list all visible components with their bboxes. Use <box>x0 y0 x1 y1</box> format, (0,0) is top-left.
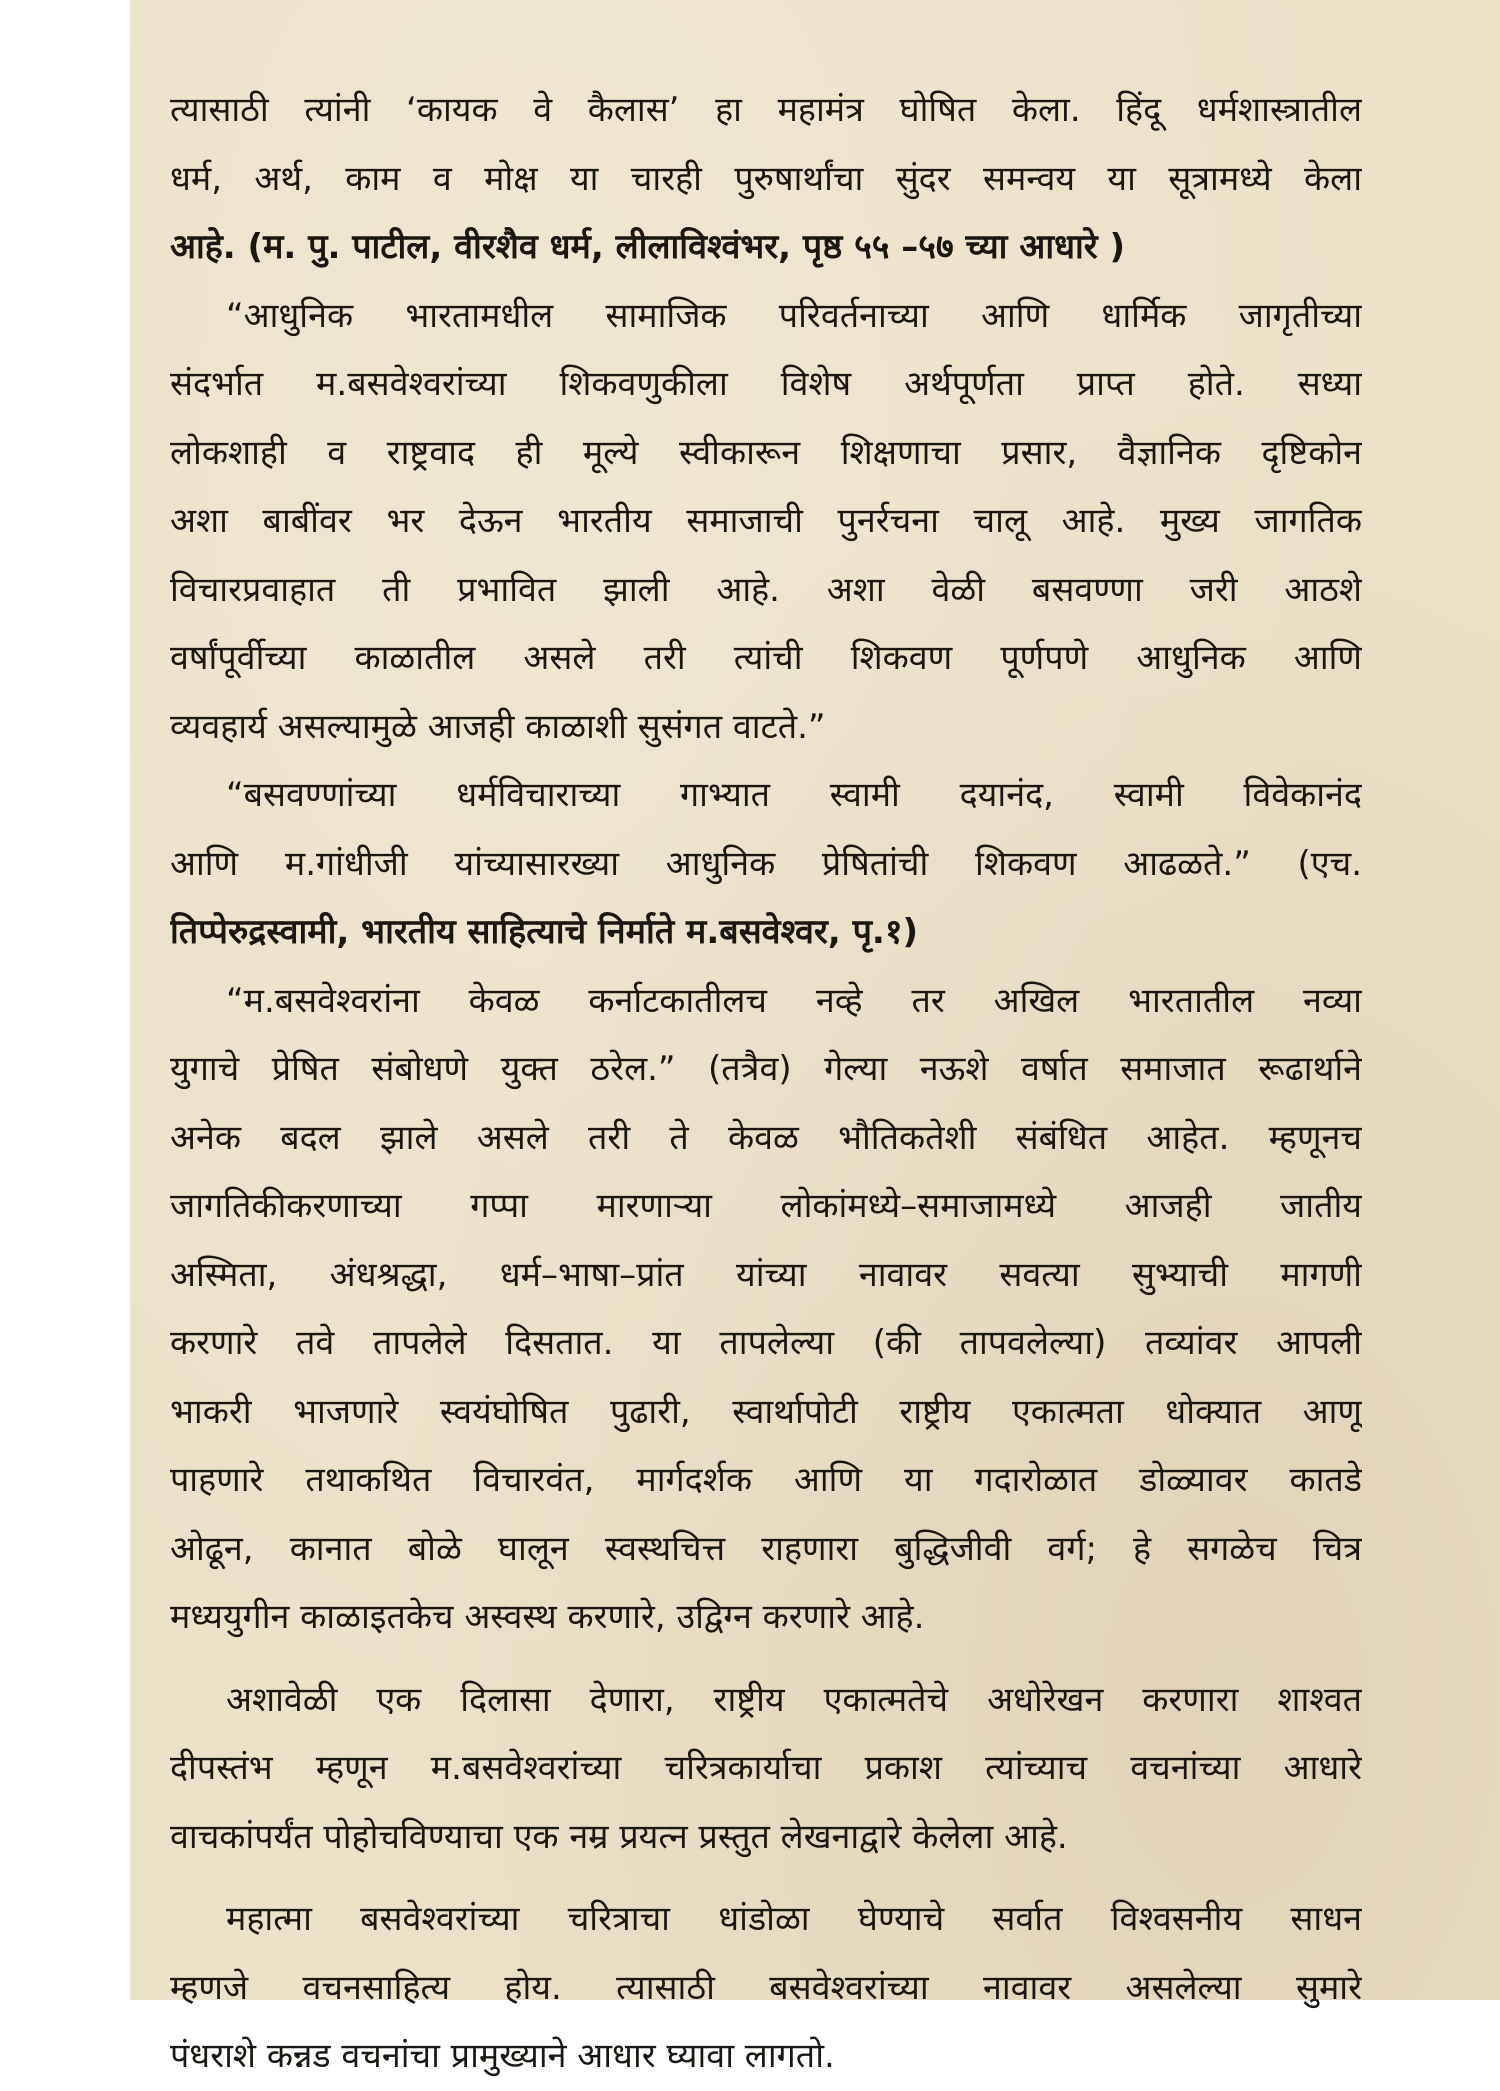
text-line: मध्ययुगीन काळाइतकेच अस्वस्थ करणारे, उद्विग्न करणारे आहे. <box>170 1597 925 1637</box>
text-line: वर्षांपूर्वीच्या काळातील असले तरी त्यांची शिकवण पूर्णपणे आधुनिक आणि <box>170 638 1362 678</box>
text-line: महात्मा बसवेश्वरांच्या चरित्राचा धांडोळा घेण्याचे सर्वात विश्वसनीय साधन <box>226 1899 1362 1939</box>
text-line: विचारप्रवाहात ती प्रभावित झाली आहे. अशा वेळी बसवण्णा जरी आठशे <box>170 569 1362 610</box>
text-line: युगाचे प्रेषित संबोधणे युक्त ठरेल.” (तत्रैव) गेल्या नऊशे वर्षात समाजात रूढार्थाने <box>170 1049 1362 1089</box>
text-line: अनेक बदल झाले असले तरी ते केवळ भौतिकतेशी संबंधित आहेत. म्हणूनच <box>170 1117 1362 1158</box>
text-line: म्हणजे वचनसाहित्य होय. त्यासाठी बसवेश्वरांच्या नावावर असलेल्या सुमारे <box>170 1967 1362 2008</box>
text-line: भाकरी भाजणारे स्वयंघोषित पुढारी, स्वार्थापोटी राष्ट्रीय एकात्मता धोक्यात आणू <box>170 1391 1362 1432</box>
text-line: “बसवण्णांच्या धर्मविचाराच्या गाभ्यात स्वामी दयानंद, स्वामी विवेकानंद <box>226 775 1362 815</box>
text-line: संदर्भात म.बसवेश्वरांच्या शिकवणुकीला विशेष अर्थपूर्णता प्राप्त होते. सध्या <box>170 364 1362 404</box>
text-line: करणारे तवे तापलेले दिसतात. या तापलेल्या (की तापवलेल्या) तव्यांवर आपली <box>170 1323 1362 1363</box>
paragraph-gap <box>170 1652 1362 1666</box>
body-text <box>170 76 1362 2091</box>
text-line: “आधुनिक भारतामधील सामाजिक परिवर्तनाच्या आणि धार्मिक जागृतीच्या <box>226 295 1362 336</box>
text-line: व्यवहार्य असल्यामुळे आजही काळाशी सुसंगत वाटते.” <box>170 706 826 747</box>
text-line: ओढून, कानात बोळे घालून स्वस्थचित्त राहणारा बुद्धिजीवी वर्ग; हे सगळेच चित्र <box>170 1528 1362 1569</box>
paragraph-gap <box>170 1871 1362 1885</box>
text-line: जागतिकीकरणाच्या गप्पा मारणाऱ्या लोकांमध्ये–समाजामध्ये आजही जातीय <box>170 1186 1362 1226</box>
text-line: आहे. (म. पु. पाटील, वीरशैव धर्म, लीलाविश्वंभर, पृष्ठ ५५ –५७ च्या आधारे ) <box>170 227 1126 267</box>
text-line: अशावेळी एक दिलासा देणारा, राष्ट्रीय एकात्मतेचे अधोरेखन करणारा शाश्वत <box>226 1679 1362 1720</box>
text-line: वाचकांपर्यंत पोहोचविण्याचा एक नम्र प्रयत्न प्रस्तुत लेखनाद्वारे केलेला आहे. <box>170 1816 1068 1857</box>
text-line: आणि म.गांधीजी यांच्यासारख्या आधुनिक प्रेषितांची शिकवण आढळते.” (एच. <box>170 843 1362 884</box>
text-line: त्यासाठी त्यांनी ‘कायक वे कैलास’ हा महामंत्र घोषित केला. हिंदू धर्मशास्त्रातील <box>170 90 1362 130</box>
text-line: दीपस्तंभ म्हणून म.बसवेश्वरांच्या चरित्रकार्याचा प्रकाश त्यांच्याच वचनांच्या आधारे <box>170 1748 1362 1788</box>
text-line: अस्मिता, अंधश्रद्धा, धर्म–भाषा–प्रांत यांच्या नावावर सवत्या सुभ्याची मागणी <box>170 1254 1362 1295</box>
text-line: “म.बसवेश्वरांना केवळ कर्नाटकातीलच नव्हे तर अखिल भारतातील नव्या <box>226 980 1362 1021</box>
text-line: तिप्पेरुद्रस्वामी, भारतीय साहित्याचे निर्माते म.बसवेश्वर, पृ.१) <box>170 912 919 952</box>
text-line: अशा बाबींवर भर देऊन भारतीय समाजाची पुनर्रचना चालू आहे. मुख्य जागतिक <box>170 501 1362 541</box>
text-line: धर्म, अर्थ, काम व मोक्ष या चारही पुरुषार्थांचा सुंदर समन्वय या सूत्रामध्ये केला <box>170 158 1362 199</box>
text-line: पाहणारे तथाकथित विचारवंत, मार्गदर्शक आणि या गदारोळात डोळ्यावर कातडे <box>170 1460 1362 1500</box>
text-line: पंधराशे कन्नड वचनांचा प्रामुख्याने आधार घ्यावा लागतो. <box>170 2036 835 2076</box>
text-line: लोकशाही व राष्ट्रवाद ही मूल्ये स्वीकारून शिक्षणाचा प्रसार, वैज्ञानिक दृष्टिकोन <box>170 432 1362 473</box>
